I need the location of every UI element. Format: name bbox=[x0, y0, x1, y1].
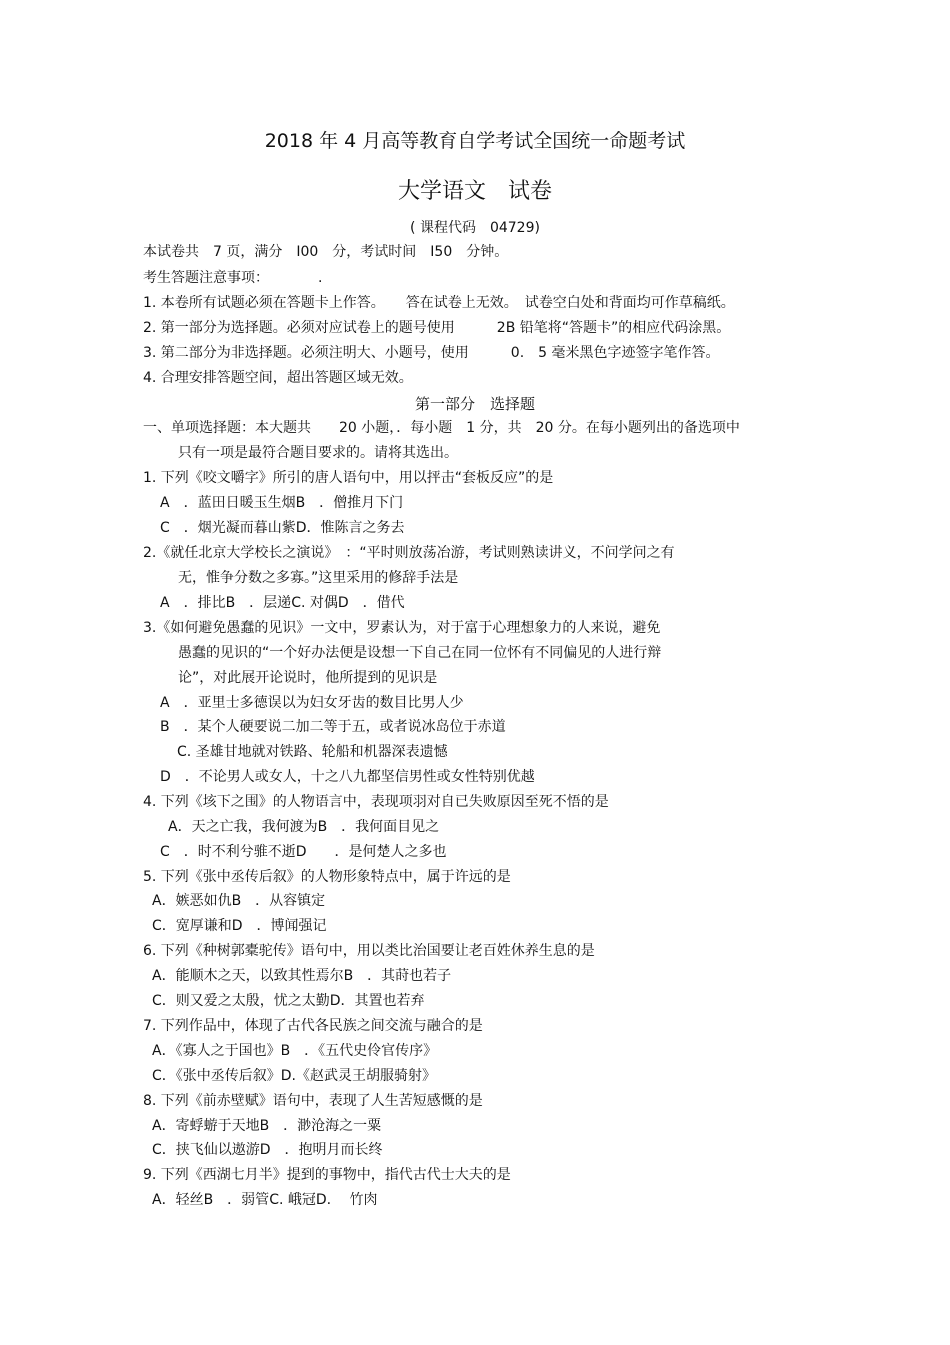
option-a: A．《寡人之于国也》 bbox=[152, 1043, 281, 1059]
option-c: C．挟飞仙以遨游 bbox=[152, 1142, 260, 1158]
option-c: C．宽厚谦和 bbox=[152, 918, 232, 934]
option-d: D ．不论男人或女人，十之八九都坚信男性或女性特别优越 bbox=[160, 769, 535, 785]
option-b: B ．某个人硬要说二加二等于五，或者说冰岛位于赤道 bbox=[160, 719, 506, 735]
option-c: C. 圣雄甘地就对铁路、轮船和机器深表遗憾 bbox=[177, 744, 448, 760]
course-code: ( 课程代码 04729) bbox=[410, 220, 540, 236]
question-stem: 9. 下列《西湖七月半》提到的事物中，指代古代士大夫的是 bbox=[143, 1167, 511, 1183]
exam-title: 2018 年 4 月高等教育自学考试全国统一命题考试 bbox=[264, 130, 686, 152]
option-row bbox=[152, 966, 451, 986]
option-a: A ．亚里士多德误以为妇女牙齿的数目比男人少 bbox=[160, 695, 464, 711]
option-b: B ．弱管 bbox=[203, 1192, 270, 1208]
option-row bbox=[160, 593, 405, 613]
notice-item: 4. 合理安排答题空间，超出答题区域无效。 bbox=[143, 370, 413, 386]
option-row bbox=[152, 1116, 381, 1136]
option-row bbox=[160, 842, 447, 862]
question-stem: 1. 下列《咬文嚼字》所引的唐人语句中，用以抨击“套板反应”的是 bbox=[143, 470, 554, 486]
option-d: D.《赵武灵王胡服骑射》 bbox=[280, 1068, 437, 1084]
option-row bbox=[168, 817, 439, 837]
option-a: A．天之亡我，我何渡为 bbox=[168, 819, 318, 835]
option-b: B ．其莳也若子 bbox=[343, 968, 452, 984]
notice-title: 考生答题注意事项： . bbox=[143, 270, 323, 286]
question-stem: 7. 下列作品中，体现了古代各民族之间交流与融合的是 bbox=[143, 1018, 483, 1034]
option-row bbox=[152, 1190, 378, 1210]
section-instruction: 只有一项是最符合题目要求的。请将其选出。 bbox=[178, 445, 458, 461]
option-row bbox=[152, 1140, 383, 1160]
option-a: A．嫉恶如仇 bbox=[152, 893, 232, 909]
question-stem: 5. 下列《张中丞传后叙》的人物形象特点中，属于许远的是 bbox=[143, 869, 511, 885]
option-c: C．则又爱之太殷，忧之太勤 bbox=[152, 993, 330, 1009]
option-d: D．惟陈言之务去 bbox=[295, 520, 405, 536]
option-row bbox=[152, 916, 327, 936]
question-stem: 愚蠢的见识的“一个好办法便是设想一下自己在同一位怀有不同偏见的人进行辩 bbox=[178, 645, 662, 661]
option-a: A．能顺木之天，以致其性焉尔 bbox=[152, 968, 344, 984]
option-a: A．寄蜉蝣于天地 bbox=[152, 1118, 260, 1134]
option-row bbox=[152, 991, 425, 1011]
question-stem: 6. 下列《种树郭橐驼传》语句中，用以类比治国要让老百姓休养生息的是 bbox=[143, 943, 595, 959]
option-a: A ．排比 bbox=[160, 595, 226, 611]
option-c: C. 对偶 bbox=[291, 595, 338, 611]
option-d: D ．借代 bbox=[337, 595, 405, 611]
option-row bbox=[152, 1041, 437, 1061]
notice-item: 3. 第二部分为非选择题。必须注明大、小题号，使用 0. 5 毫米黑色字迹签字笔作答。 bbox=[143, 345, 720, 361]
question-stem: 4. 下列《垓下之围》的人物语言中，表现项羽对自已失败原因至死不悟的是 bbox=[143, 794, 609, 810]
notice-item: 1. 本卷所有试题必须在答题卡上作答。 答在试卷上无效。 试卷空白处和背面均可作草稿纸。 bbox=[143, 295, 735, 311]
option-row bbox=[152, 1066, 436, 1086]
option-d: D．其置也若弃 bbox=[329, 993, 425, 1009]
option-d: D. 竹肉 bbox=[315, 1192, 378, 1208]
part-title: 第一部分 选择题 bbox=[414, 395, 535, 413]
question-stem: 8. 下列《前赤壁赋》语句中，表现了人生苦短感慨的是 bbox=[143, 1093, 483, 1109]
question-stem: 3.《如何避免愚蠢的见识》一文中，罗素认为，对于富于心理想象力的人来说，避免 bbox=[143, 620, 661, 636]
paper-info: 本试卷共 7 页，满分 I00 分，考试时间 I50 分钟。 bbox=[143, 244, 509, 260]
option-row bbox=[160, 518, 405, 538]
option-row bbox=[160, 493, 403, 513]
option-c: C. 峨冠 bbox=[269, 1192, 316, 1208]
option-row bbox=[152, 891, 325, 911]
question-stem: 2.《就任北京大学校长之演说》 ：“平时则放荡冶游，考试则熟读讲义，不问学问之有 bbox=[143, 545, 675, 561]
question-stem: 论”，对此展开论说时，他所提到的见识是 bbox=[178, 670, 438, 686]
option-b: B ．我何面目见之 bbox=[317, 819, 440, 835]
option-c: C ．烟光凝而暮山紫 bbox=[160, 520, 296, 536]
paper-title: 大学语文 试卷 bbox=[397, 179, 552, 204]
question-stem: 无，惟争分数之多寡。”这里采用的修辞手法是 bbox=[178, 570, 459, 586]
option-a: A ．蓝田日暖玉生烟 bbox=[160, 495, 296, 511]
option-a: A．轻丝 bbox=[152, 1192, 204, 1208]
option-b: B ．僧推月下门 bbox=[295, 495, 404, 511]
option-d: D ．是何楚人之多也 bbox=[295, 844, 447, 860]
option-d: D ．博闻强记 bbox=[231, 918, 327, 934]
option-b: B ．层递 bbox=[225, 595, 292, 611]
option-d: D ．抱明月而长终 bbox=[259, 1142, 383, 1158]
option-c: C ．时不利兮骓不逝 bbox=[160, 844, 296, 860]
option-b: B ．《五代史伶官传序》 bbox=[280, 1043, 438, 1059]
section-instruction: 一、单项选择题：本大题共 20 小题，．每小题 1 分，共 20 分。在每小题列出的备选项中 bbox=[143, 420, 740, 436]
option-b: B ．渺沧海之一粟 bbox=[259, 1118, 382, 1134]
option-b: B ．从容镇定 bbox=[231, 893, 326, 909]
option-c: C．《张中丞传后叙》 bbox=[152, 1068, 281, 1084]
notice-item: 2. 第一部分为选择题。必须对应试卷上的题号使用 2B 铅笔将“答题卡”的相应代码涂黑。 bbox=[143, 320, 731, 336]
